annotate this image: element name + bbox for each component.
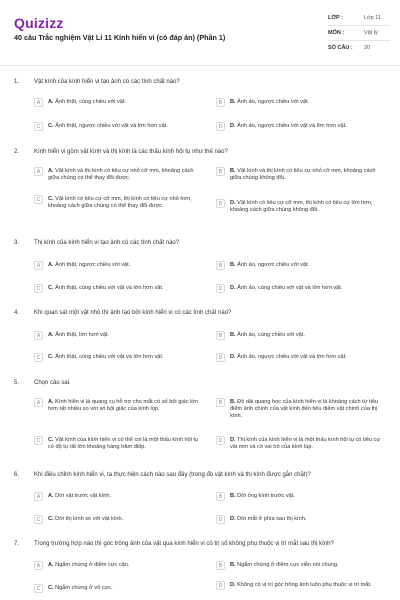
option-text: Dời mắt ở phía sau thị kính. xyxy=(237,516,307,522)
option-b[interactable] xyxy=(216,167,381,182)
meta-divider xyxy=(328,25,390,26)
question-number: 5. xyxy=(14,380,20,386)
option-a[interactable] xyxy=(34,167,199,182)
option-key: B. xyxy=(230,262,236,268)
meta-class-value: Lớp 11 xyxy=(364,15,381,21)
option-letter-box: B xyxy=(216,98,225,107)
option-b[interactable] xyxy=(216,492,381,501)
option-c[interactable] xyxy=(34,195,199,210)
option-key: D. xyxy=(230,582,236,588)
option-key: C. xyxy=(48,285,54,291)
option-d[interactable] xyxy=(216,436,381,451)
option-letter-box: A xyxy=(34,167,43,176)
option-key: D. xyxy=(230,200,236,206)
option-key: B. xyxy=(230,399,236,405)
option-text: Vật kính và thị kính có tiêu cự nhỏ cỡ mm, khoảng cách giữa chúng có thể thay đổi được. xyxy=(48,168,194,181)
option-a[interactable] xyxy=(34,261,199,270)
option-letter-box: C xyxy=(34,515,43,524)
option-d[interactable] xyxy=(216,122,381,131)
option-c[interactable] xyxy=(34,584,199,593)
option-letter-box: D xyxy=(216,199,225,208)
option-key: C. xyxy=(48,516,54,522)
option-text: Ngắm chừng ở vô cực. xyxy=(55,585,113,591)
option-text: Ngắm chừng ở điểm cực viễn nói chung. xyxy=(237,562,339,568)
option-text: Ảnh thật, cùng chiều với vật và lớn hơn vật. xyxy=(55,354,164,360)
option-key: D. xyxy=(230,516,236,522)
meta-count-value: 20 xyxy=(364,45,371,51)
option-text: Ảnh thật, ngược chiều với vật và lớn hơn vật. xyxy=(55,123,168,129)
question-number: 7. xyxy=(14,541,20,547)
option-text: Độ dài quang học của kính hiển vi là khoảng cách từ tiêu điểm ảnh chính của vật kính đến tiêu điểm vật chính của thị kính. xyxy=(230,399,379,419)
option-letter-box: B xyxy=(216,331,225,340)
option-text: Ảnh ảo, ngược chiều với vật. xyxy=(237,99,310,105)
option-text: Vật kính và thị kính có tiêu cự nhỏ cỡ mm, khoảng cách giữa chúng không đổi. xyxy=(230,168,376,181)
option-c[interactable] xyxy=(34,284,199,293)
option-text: Thị kính của kính hiển vi là một thấu kính hội tụ có tiêu cự vài mm và có vai trò của kính lúp. xyxy=(230,437,381,450)
question-number: 6. xyxy=(14,472,20,478)
option-letter-box: D xyxy=(216,353,225,362)
option-letter-box: A xyxy=(34,331,43,340)
option-text: Ảnh thật, cùng chiều với vật. xyxy=(55,99,126,105)
option-key: D. xyxy=(230,285,236,291)
question-number: 1. xyxy=(14,79,20,85)
option-key: D. xyxy=(230,437,236,443)
question-number: 3. xyxy=(14,240,20,246)
question-number: 2. xyxy=(14,149,20,155)
option-key: A. xyxy=(48,562,54,568)
option-text: Kính hiển vi là quang cụ hỗ trợ cho mắt có số bội giác lớn hơn rất nhiều so với số bội giác của kính lúp. xyxy=(48,399,199,412)
option-key: C. xyxy=(48,585,54,591)
option-text: Vật kính của kính hiển vi có thể coi là một thấu kính hội tụ có độ tụ rất lớn khoảng hàng trăm điốp. xyxy=(48,437,199,450)
quizizz-logo: Quizizz xyxy=(14,15,64,31)
option-b[interactable] xyxy=(216,98,381,107)
option-a[interactable] xyxy=(34,331,199,340)
option-text: Ngắm chừng ở điểm cực cận. xyxy=(55,562,130,568)
option-letter-box: C xyxy=(34,353,43,362)
document-title: 40 câu Trắc nghiệm Vật Lí 11 Kính hiển vi (có đáp án) (Phần 1) xyxy=(14,33,226,42)
option-key: C. xyxy=(48,354,54,360)
question-text: Khi quan sát một vật nhỏ thì ảnh tạo bởi kính hiển vi có các tính chất nào? xyxy=(34,310,232,316)
option-letter-box: D xyxy=(216,436,225,445)
option-d[interactable] xyxy=(216,581,381,590)
option-letter-box: A xyxy=(34,492,43,501)
option-text: Dời ống kính trước vật. xyxy=(237,493,295,499)
option-letter-box: B xyxy=(216,167,225,176)
option-text: Ảnh ảo, ngược chiều với vật và lớn hơn vật. xyxy=(237,354,347,360)
option-a[interactable] xyxy=(34,398,199,413)
option-letter-box: C xyxy=(34,284,43,293)
option-c[interactable] xyxy=(34,353,199,362)
option-text: Vật kính có tiêu cự cỡ mm, thị kính có tiêu cự nhỏ hơn, khoảng cách giữa chúng có thể thay đổi được. xyxy=(48,196,192,209)
option-text: Dời thị kính so với vật kính. xyxy=(55,516,124,522)
option-key: C. xyxy=(48,123,54,129)
option-a[interactable] xyxy=(34,98,199,107)
option-d[interactable] xyxy=(216,284,381,293)
option-text: Ảnh thật, cùng chiều với vật và lớn hơn vật. xyxy=(55,285,164,291)
option-text: Không có vị trí góc trông ảnh luôn phụ thuộc vị trí mắt. xyxy=(237,582,372,588)
option-key: A. xyxy=(48,493,54,499)
option-key: A. xyxy=(48,399,54,405)
question-text: Kính hiển vi gồm vật kính và thị kính là các thấu kính hội tụ như thế nào? xyxy=(34,149,228,155)
option-text: Ảnh thật, ngược chiều với vật. xyxy=(55,262,131,268)
option-text: Ảnh thật, lớn hơn vật. xyxy=(55,332,110,338)
option-d[interactable] xyxy=(216,515,381,524)
option-letter-box: A xyxy=(34,98,43,107)
question-text: Vật kính của kính hiển vi tạo ảnh có các tính chất nào? xyxy=(34,79,180,85)
option-letter-box: B xyxy=(216,398,225,407)
option-letter-box: A xyxy=(34,561,43,570)
option-b[interactable] xyxy=(216,331,381,340)
option-letter-box: A xyxy=(34,398,43,407)
option-letter-box: A xyxy=(34,261,43,270)
option-a[interactable] xyxy=(34,561,199,570)
option-letter-box: D xyxy=(216,581,225,590)
option-key: B. xyxy=(230,493,236,499)
option-letter-box: B xyxy=(216,561,225,570)
meta-subject-value: Vật lý xyxy=(364,30,378,36)
option-key: A. xyxy=(48,168,54,174)
option-key: A. xyxy=(48,99,54,105)
option-text: Ảnh ảo, cùng chiều với vật. xyxy=(237,332,305,338)
option-letter-box: D xyxy=(216,122,225,131)
option-letter-box: C xyxy=(34,584,43,593)
question-text: Chọn câu sai. xyxy=(34,380,71,386)
question-text: Thị kính của kính hiển vi tạo ảnh có các tính chất nào? xyxy=(34,240,180,246)
option-d[interactable] xyxy=(216,199,381,214)
option-letter-box: D xyxy=(216,284,225,293)
option-key: C. xyxy=(48,196,54,202)
question-number: 4. xyxy=(14,310,20,316)
option-key: D. xyxy=(230,354,236,360)
option-key: C. xyxy=(48,437,54,443)
option-letter-box: C xyxy=(34,436,43,445)
option-key: B. xyxy=(230,562,236,568)
option-key: A. xyxy=(48,262,54,268)
option-c[interactable] xyxy=(34,122,199,131)
question-text: Khi điều chỉnh kính hiển vi, ta thực hiện cách nào sau đây (trong đó vật kính và thị kính được gắn chặt)? xyxy=(34,472,311,478)
page-header xyxy=(0,0,400,64)
option-b[interactable] xyxy=(216,398,381,420)
option-text: Ảnh ảo, cùng chiều với vật và lớn hơn vật. xyxy=(237,285,343,291)
option-text: Ảnh ảo, ngược chiều với vật và lớn hơn vật. xyxy=(237,123,347,129)
meta-subject-label: MÔN : xyxy=(328,30,345,36)
meta-class-label: LỚP : xyxy=(328,15,343,21)
header-divider xyxy=(0,65,400,66)
option-letter-box: D xyxy=(216,515,225,524)
option-key: A. xyxy=(48,332,54,338)
option-b[interactable] xyxy=(216,261,381,270)
option-key: B. xyxy=(230,168,236,174)
option-text: Dời vật trước vật kính. xyxy=(55,493,112,499)
option-text: Vật kính có tiêu cự cỡ mm, thị kính có tiêu cự lớn hơn, khoảng cách giữa chúng không đổi. xyxy=(230,200,373,213)
option-text: Ảnh ảo, ngược chiều với vật. xyxy=(237,262,310,268)
option-a[interactable] xyxy=(34,492,199,501)
meta-divider xyxy=(328,40,390,41)
meta-count-label: SỐ CÂU : xyxy=(328,45,353,51)
option-key: B. xyxy=(230,99,236,105)
option-letter-box: C xyxy=(34,122,43,131)
option-letter-box: B xyxy=(216,261,225,270)
option-c[interactable] xyxy=(34,436,199,451)
option-d[interactable] xyxy=(216,353,381,362)
option-c[interactable] xyxy=(34,515,199,524)
option-key: D. xyxy=(230,123,236,129)
option-letter-box: C xyxy=(34,195,43,204)
option-letter-box: B xyxy=(216,492,225,501)
option-key: B. xyxy=(230,332,236,338)
question-text: Trong trường hợp nào thì góc trông ảnh của vật qua kính hiển vi có trị số không phụ thuộc vị trí mắt sau thị kính? xyxy=(34,541,334,547)
option-b[interactable] xyxy=(216,561,381,570)
